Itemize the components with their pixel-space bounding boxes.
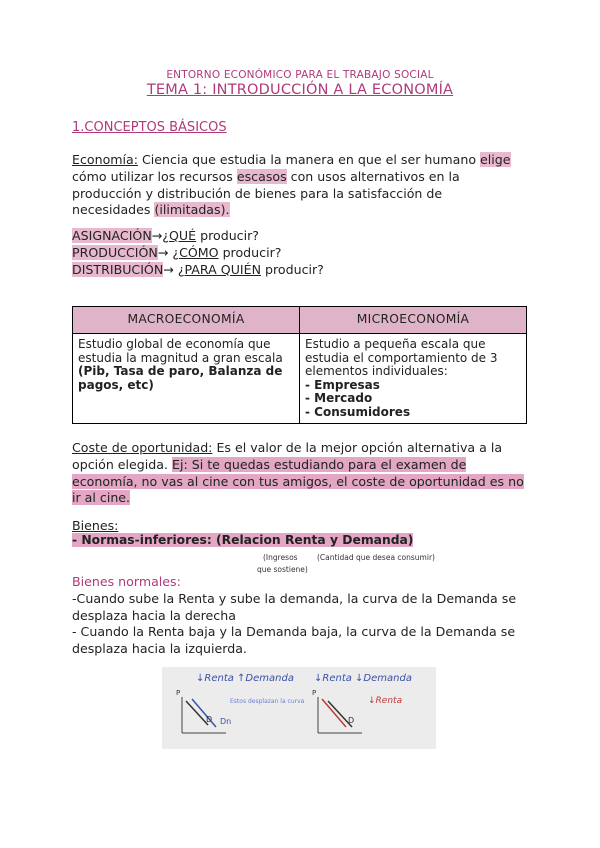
highlight-ilimitadas: (ilimitadas). (154, 202, 230, 218)
micro-item: - Empresas (305, 377, 380, 392)
table-header-macro: MACROECONOMÍA (73, 307, 300, 334)
coste-line-3 (72, 474, 542, 491)
micro-item: - Consumidores (305, 404, 411, 419)
sketch-left-label-dn: Dn (220, 717, 232, 726)
question-arrow: → ¿ (157, 244, 180, 260)
micro-item: - Mercado (305, 391, 373, 405)
note-sostiene: que sostiene) (257, 565, 308, 574)
sketch-left-axis: P (176, 689, 181, 697)
bienes-normales-title: Bienes normales: (72, 574, 181, 589)
subject-heading: ENTORNO ECONÓMICO PARA EL TRABAJO SOCIAL (166, 69, 434, 81)
macro-cell (73, 334, 300, 424)
economia-text: con usos alternativos en la (286, 168, 460, 184)
economia-text: necesidades (72, 202, 155, 218)
page-title: TEMA 1: INTRODUCCIÓN A LA ECONOMÍA (146, 82, 454, 98)
coste-oportunidad (72, 440, 542, 507)
note-ingresos: (Ingresos (263, 553, 298, 562)
economia-text: Ciencia que estudia la manera en que el ser humano (138, 152, 481, 167)
coste-line-4 (72, 490, 542, 507)
economia-definition (72, 152, 542, 219)
macro-examples: (Pib, Tasa de paro, Balanza de pagos, etc) (78, 364, 283, 392)
question-key: QUÉ (169, 228, 197, 243)
coste-line-2 (72, 457, 542, 474)
section-title: 1.CONCEPTOS BÁSICOS (72, 120, 227, 135)
bienes-line: desplaza hacia la izquierda. (72, 641, 247, 657)
question-rest: producir? (196, 228, 259, 243)
economia-line-1 (72, 152, 542, 169)
table-row (73, 334, 527, 424)
sketch-right-note: ↓Renta (368, 696, 403, 706)
sketch-right-axis: P (312, 689, 317, 697)
sketch-left-note: Estos desplazan la curva (230, 698, 305, 705)
question-label: DISTRIBUCIÓN (72, 261, 164, 277)
coste-term: Coste de oportunidad: (72, 440, 213, 455)
macro-micro-table (72, 306, 527, 424)
macro-text: Estudio global de economía que estudia la magnitud a gran escala (78, 337, 283, 365)
economia-term: Economía: (72, 152, 139, 167)
sketch-left-label-d: D (206, 715, 213, 724)
economia-line-4 (72, 202, 542, 219)
table-header-row (73, 307, 527, 334)
question-rest: producir? (218, 244, 282, 260)
coste-text: Es el valor de la mejor opción alternativa a la (212, 440, 503, 455)
question-key: PARA QUIÉN (184, 261, 261, 277)
coste-line-1 (72, 440, 542, 457)
coste-example: Ej: Si te quedas estudiando para el examen de (172, 456, 467, 472)
bienes-line: -Cuando sube la Renta y sube la demanda, la curva de la Demanda se (72, 590, 517, 606)
bienes-line: - Cuando la Renta baja y la Demanda baja, la curva de la Demanda se (72, 624, 516, 640)
micro-text: Estudio a pequeña escala que estudia el comportamiento de 3 elementos individuales: (305, 337, 498, 378)
sketch-left-caption: ↓Renta ↑Demanda (196, 673, 294, 684)
sketch-drawing (162, 667, 436, 749)
economia-text: cómo utilizar los recursos (72, 168, 237, 184)
question-arrow: →¿ (151, 228, 169, 243)
coste-example: ir al cine. (72, 490, 131, 506)
economic-questions (72, 228, 324, 278)
coste-text: opción elegida. (72, 456, 173, 472)
bienes-subtitle (72, 532, 413, 549)
highlight-elige: elige (480, 152, 511, 167)
question-rest: producir? (261, 261, 324, 277)
question-distribucion (72, 262, 324, 279)
sketch-left-curve-dn (192, 699, 216, 727)
bienes-normales (72, 574, 547, 658)
table-header-micro: MICROECONOMÍA (300, 307, 527, 334)
question-produccion (72, 245, 324, 262)
bienes-title: Bienes: (72, 518, 119, 533)
bienes-subtitle-text: - Normas-inferiores: (Relacion Renta y Demanda) (72, 533, 414, 547)
sketch-right-caption: ↓Renta ↓Demanda (314, 673, 412, 684)
demand-shift-sketch (162, 667, 436, 749)
bienes-line: desplaza hacia la derecha (72, 607, 236, 623)
economia-line-2 (72, 169, 542, 186)
question-label: PRODUCCIÓN (72, 244, 158, 260)
sketch-right-label-d: D (348, 716, 355, 725)
question-asignacion (72, 228, 324, 245)
coste-example: economía, no vas al cine con tus amigos, el coste de oportunidad es no (72, 473, 524, 489)
micro-cell (300, 334, 527, 424)
question-label: ASIGNACIÓN (72, 228, 152, 243)
highlight-escasos: escasos (236, 168, 287, 184)
note-cantidad: (Cantidad que desea consumir) (317, 553, 435, 562)
question-key: CÓMO (179, 244, 219, 260)
economia-line-3: producción y distribución de bienes para la satisfacción de (72, 185, 443, 201)
sketch-right-curve-dn (322, 699, 346, 727)
question-arrow: → ¿ (163, 261, 185, 277)
